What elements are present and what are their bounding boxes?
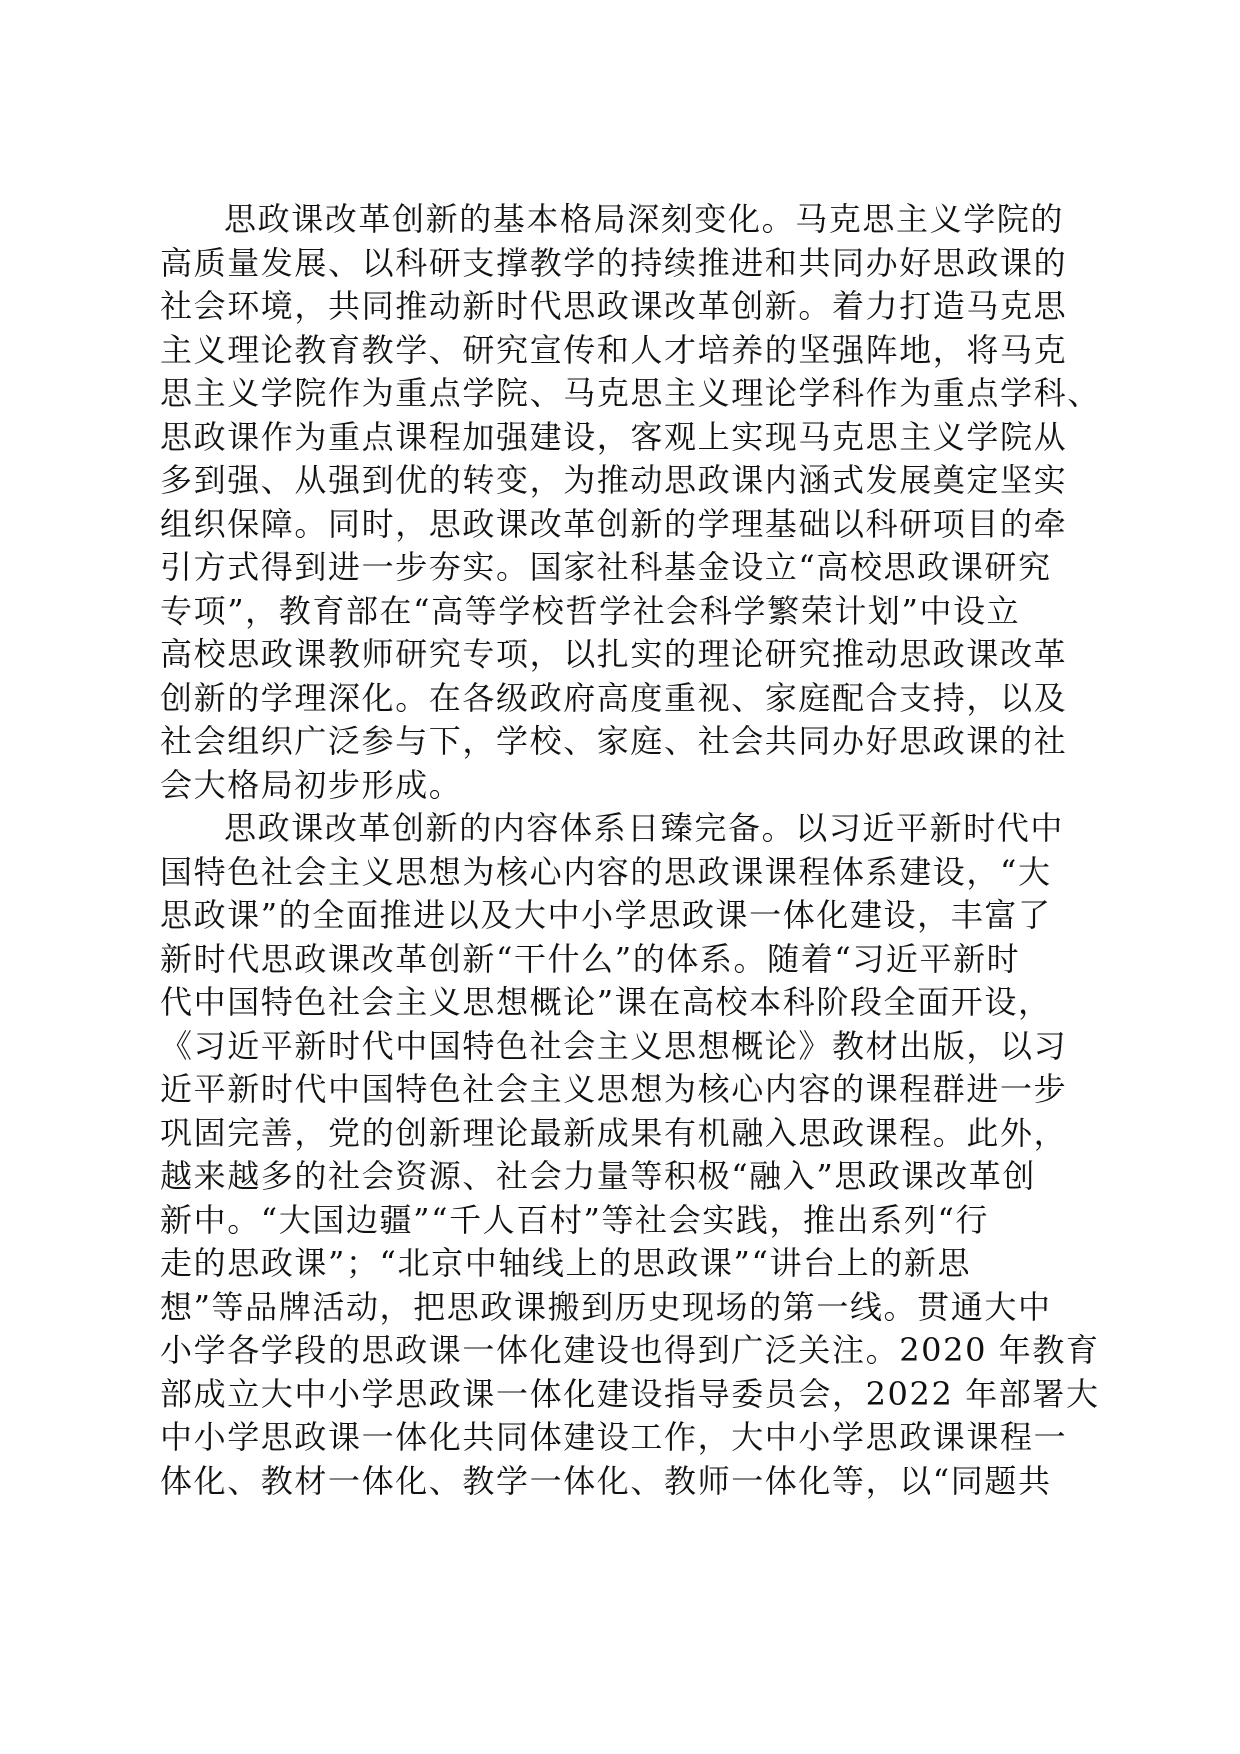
paragraph-line: 国特色社会主义思想为核心内容的思政课课程体系建设，“大 [160, 852, 1052, 891]
paragraph-line: 代中国特色社会主义思想概论”课在高校本科阶段全面开设， [160, 983, 1052, 1021]
paragraph-line: 思政课改革创新的基本格局深刻变化。马克思主义学院的 [224, 200, 1065, 238]
paragraph-line: 《习近平新时代中国特色社会主义思想概论》教材出版，以习 [160, 1026, 1068, 1065]
paragraph-basic-pattern [160, 198, 1101, 807]
paragraph-line: 思政课改革创新的内容体系日臻完备。以习近平新时代中 [224, 809, 1065, 847]
paragraph-line: 近平新时代中国特色社会主义思想为核心内容的课程群进一步 [160, 1070, 1068, 1108]
paragraph-line: 引方式得到进一步夯实。国家社科基金设立“高校思政课研究 [160, 548, 1052, 586]
paragraph-line: 小学各学段的思政课一体化建设也得到广泛关注。2020 年教育 [160, 1331, 1100, 1369]
paragraph-line: 巩固完善，党的创新理论最新成果有机融入思政课程。此外， [160, 1113, 1068, 1152]
paragraph-line: 新中。“大国边疆”“千人百村”等社会实践，推出系列“行 [160, 1200, 989, 1239]
paragraph-line: 部成立大中小学思政课一体化建设指导委员会，2022 年部署大 [160, 1374, 1100, 1413]
paragraph-line: 社会组织广泛参与下，学校、家庭、社会共同办好思政课的社 [160, 722, 1068, 760]
paragraph-line: 多到强、从强到优的转变，为推动思政课内涵式发展奠定坚实 [160, 461, 1068, 499]
paragraph-line: 创新的学理深化。在各级政府高度重视、家庭配合支持，以及 [160, 678, 1068, 717]
document-body [160, 198, 1101, 1503]
paragraph-line: 社会环境，共同推动新时代思政课改革创新。着力打造马克思 [160, 287, 1068, 325]
paragraph-line: 想”等品牌活动，把思政课搬到历史现场的第一线。贯通大中 [160, 1287, 1052, 1326]
paragraph-line: 思政课作为重点课程加强建设，客观上实现马克思主义学院从 [160, 417, 1068, 456]
paragraph-line: 思政课”的全面推进以及大中小学思政课一体化建设，丰富了 [160, 896, 1052, 934]
paragraph-line: 走的思政课”；“北京中轴线上的思政课”“讲台上的新思 [160, 1244, 972, 1282]
paragraph-line: 新时代思政课改革创新“干什么”的体系。随着“习近平新时 [160, 939, 1021, 978]
paragraph-content-system [160, 807, 1100, 1503]
paragraph-line: 高校思政课教师研究专项，以扎实的理论研究推动思政课改革 [160, 635, 1068, 673]
paragraph-line: 中小学思政课一体化共同体建设工作，大中小学思政课课程一 [160, 1418, 1068, 1456]
paragraph-line: 主义理论教育教学、研究宣传和人才培养的坚强阵地，将马克 [160, 330, 1068, 369]
paragraph-line: 会大格局初步形成。 [160, 765, 463, 804]
paragraph-line: 高质量发展、以科研支撑教学的持续推进和共同办好思政课的 [160, 243, 1068, 282]
paragraph-line: 思主义学院作为重点学院、马克思主义理论学科作为重点学科、 [160, 374, 1101, 412]
paragraph-line: 越来越多的社会资源、社会力量等积极“融入”思政课改革创 [160, 1157, 1036, 1195]
paragraph-line: 组织保障。同时，思政课改革创新的学理基础以科研项目的牵 [160, 504, 1068, 543]
paragraph-line: 专项”，教育部在“高等学校哲学社会科学繁荣计划”中设立 [160, 591, 1021, 630]
paragraph-line: 体化、教材一体化、教学一体化、教师一体化等，以“同题共 [160, 1461, 1052, 1500]
